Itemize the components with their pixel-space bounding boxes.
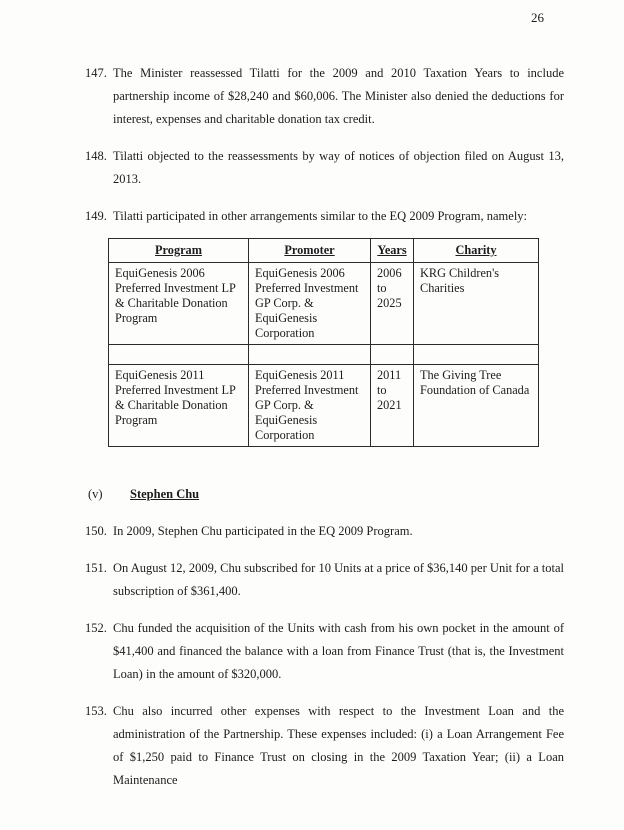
column-header-program: Program (109, 239, 249, 263)
section-title: Stephen Chu (130, 487, 200, 501)
table-row-empty (109, 345, 539, 365)
paragraph-text: Tilatti objected to the reassessments by way of notices of objection filed on August 13, 2013. (113, 149, 564, 186)
paragraph-147 (85, 62, 564, 131)
paragraph-number: 152. (85, 621, 107, 635)
cell-promoter: EquiGenesis 2011 Preferred Investment GP Corp. & EquiGenesis Corporation (249, 365, 371, 447)
cell-program: EquiGenesis 2011 Preferred Investment LP & Charitable Donation Program (109, 365, 249, 447)
paragraph-153 (85, 700, 564, 792)
paragraph-number: 149. (85, 209, 107, 223)
paragraph-151 (85, 557, 564, 603)
paragraph-number: 148. (85, 149, 107, 163)
cell-empty (371, 345, 414, 365)
paragraph-number: 147. (85, 66, 107, 80)
arrangements-table (108, 238, 539, 447)
paragraph-148 (85, 145, 564, 191)
paragraph-number: 150. (85, 524, 107, 538)
column-header-charity: Charity (414, 239, 539, 263)
cell-empty (414, 345, 539, 365)
paragraph-number: 151. (85, 561, 107, 575)
cell-empty (109, 345, 249, 365)
section-marker: (v) (88, 487, 103, 501)
table-header-row (109, 239, 539, 263)
section-heading-stephen-chu (85, 483, 564, 506)
paragraph-152 (85, 617, 564, 686)
cell-promoter: EquiGenesis 2006 Preferred Investment GP Corp. & EquiGenesis Corporation (249, 263, 371, 345)
paragraph-text: On August 12, 2009, Chu subscribed for 10 Units at a price of $36,140 per Unit for a total subscription of $361,400. (113, 561, 564, 598)
paragraph-text: In 2009, Stephen Chu participated in the EQ 2009 Program. (113, 524, 413, 538)
paragraph-149 (85, 205, 564, 228)
cell-charity: KRG Children's Charities (414, 263, 539, 345)
paragraph-number: 153. (85, 704, 107, 718)
table-row (109, 365, 539, 447)
cell-empty (249, 345, 371, 365)
paragraph-text: Tilatti participated in other arrangements similar to the EQ 2009 Program, namely: (113, 209, 528, 223)
column-header-promoter: Promoter (249, 239, 371, 263)
cell-charity: The Giving Tree Foundation of Canada (414, 365, 539, 447)
paragraph-text: Chu funded the acquisition of the Units with cash from his own pocket in the amount of $41,400 and financed the balance with a loan from Finance Trust (that is, the Investment Loan) in the amount of $320,000. (113, 621, 564, 681)
paragraph-text: Chu also incurred other expenses with respect to the Investment Loan and the administration of the Partnership. These expenses included: (i) a Loan Arrangement Fee of $1,250 paid to Finance Trust on closing in the 2009 Taxation Year; (ii) a Loan Maintenance (113, 704, 564, 787)
column-header-years: Years (371, 239, 414, 263)
paragraph-text: The Minister reassessed Tilatti for the 2009 and 2010 Taxation Years to include partnership income of $28,240 and $60,006. The Minister also denied the deductions for interest, expenses and charitable donation tax credit. (113, 66, 564, 126)
cell-program: EquiGenesis 2006 Preferred Investment LP & Charitable Donation Program (109, 263, 249, 345)
table-row (109, 263, 539, 345)
paragraph-150 (85, 520, 564, 543)
page-number: 26 (531, 10, 544, 25)
cell-years: 2006 to 2025 (371, 263, 414, 345)
cell-years: 2011 to 2021 (371, 365, 414, 447)
